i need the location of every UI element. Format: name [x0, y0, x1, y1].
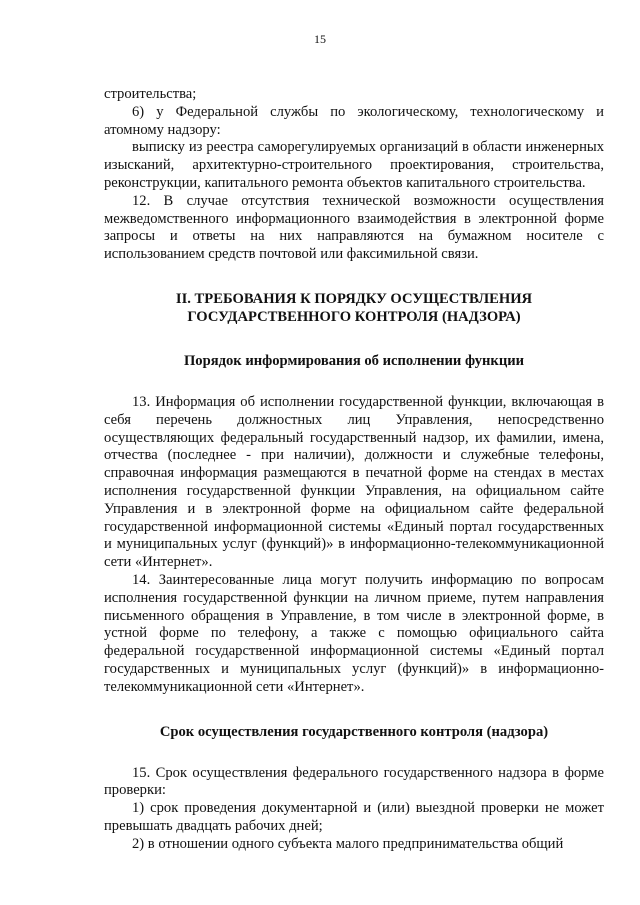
subsection-title-informing: Порядок информирования об исполнении функции [183, 352, 525, 369]
paragraph-continuation: строительства; [104, 86, 197, 102]
paragraph-registry-extract: выписку из реестра саморегулируемых организаций в области инженерных изысканий, архитектурно-строительного проектирования, строительства, реконструкции, капитального ремонта объектов капитального строительства. [104, 139, 604, 191]
paragraph-14: 14. Заинтересованные лица могут получить информацию по вопросам исполнения государственной функции на личном приеме, путем направления письменного обращения в Управление, в том числе в электронной форме, в устной форме по телефону, а также с помощью официального сайта федеральной государственной информационной системы «Единый портал государственных и муниципальных услуг (функций)» в информационно-телекоммуникационной сети «Интернет». [104, 571, 604, 695]
page-content [104, 86, 604, 854]
section-title-line-2: ГОСУДАРСТВЕННОГО КОНТРОЛЯ (НАДЗОРА) [187, 308, 521, 325]
paragraph-item-6: 6) у Федеральной службы по экологическому, технологическому и атомному надзору: [104, 103, 604, 138]
paragraph-13: 13. Информация об исполнении государственной функции, включающая в себя перечень должностных лиц Управления, непосредственно осуществляющих федеральный государственный надзор, их фамилии, имена, отчества (последнее - при наличии), должности и служебные телефоны, справочная информация размещаются в печатной форме на стендах в местах исполнения государственной функции Управления, на официальном сайте Управления и в электронной форме на официальном сайте федеральной государственной информационной системы «Единый портал государственных и муниципальных услуг (функций)» в информационно-телекоммуникационной сети «Интернет». [104, 393, 604, 571]
page-number: 15 [314, 32, 326, 46]
paragraph-15-item-1: 1) срок проведения документарной и (или) выездной проверки не может превышать двадцать рабочих дней; [104, 800, 604, 834]
paragraph-12: 12. В случае отсутствия технической возможности осуществления межведомственного информационного взаимодействия в электронной форме запросы и ответы на них направляются на бумажном носителе с использованием средств почтовой или факсимильной связи. [104, 192, 604, 263]
paragraph-15: 15. Срок осуществления федерального государственного надзора в форме проверки: [104, 764, 604, 799]
subsection-title-term: Срок осуществления государственного контроля (надзора) [159, 723, 549, 740]
paragraph-15-item-2: 2) в отношении одного субъекта малого предпринимательства общий [132, 835, 564, 852]
section-title-line-1: II. ТРЕБОВАНИЯ К ПОРЯДКУ ОСУЩЕСТВЛЕНИЯ [175, 290, 533, 307]
